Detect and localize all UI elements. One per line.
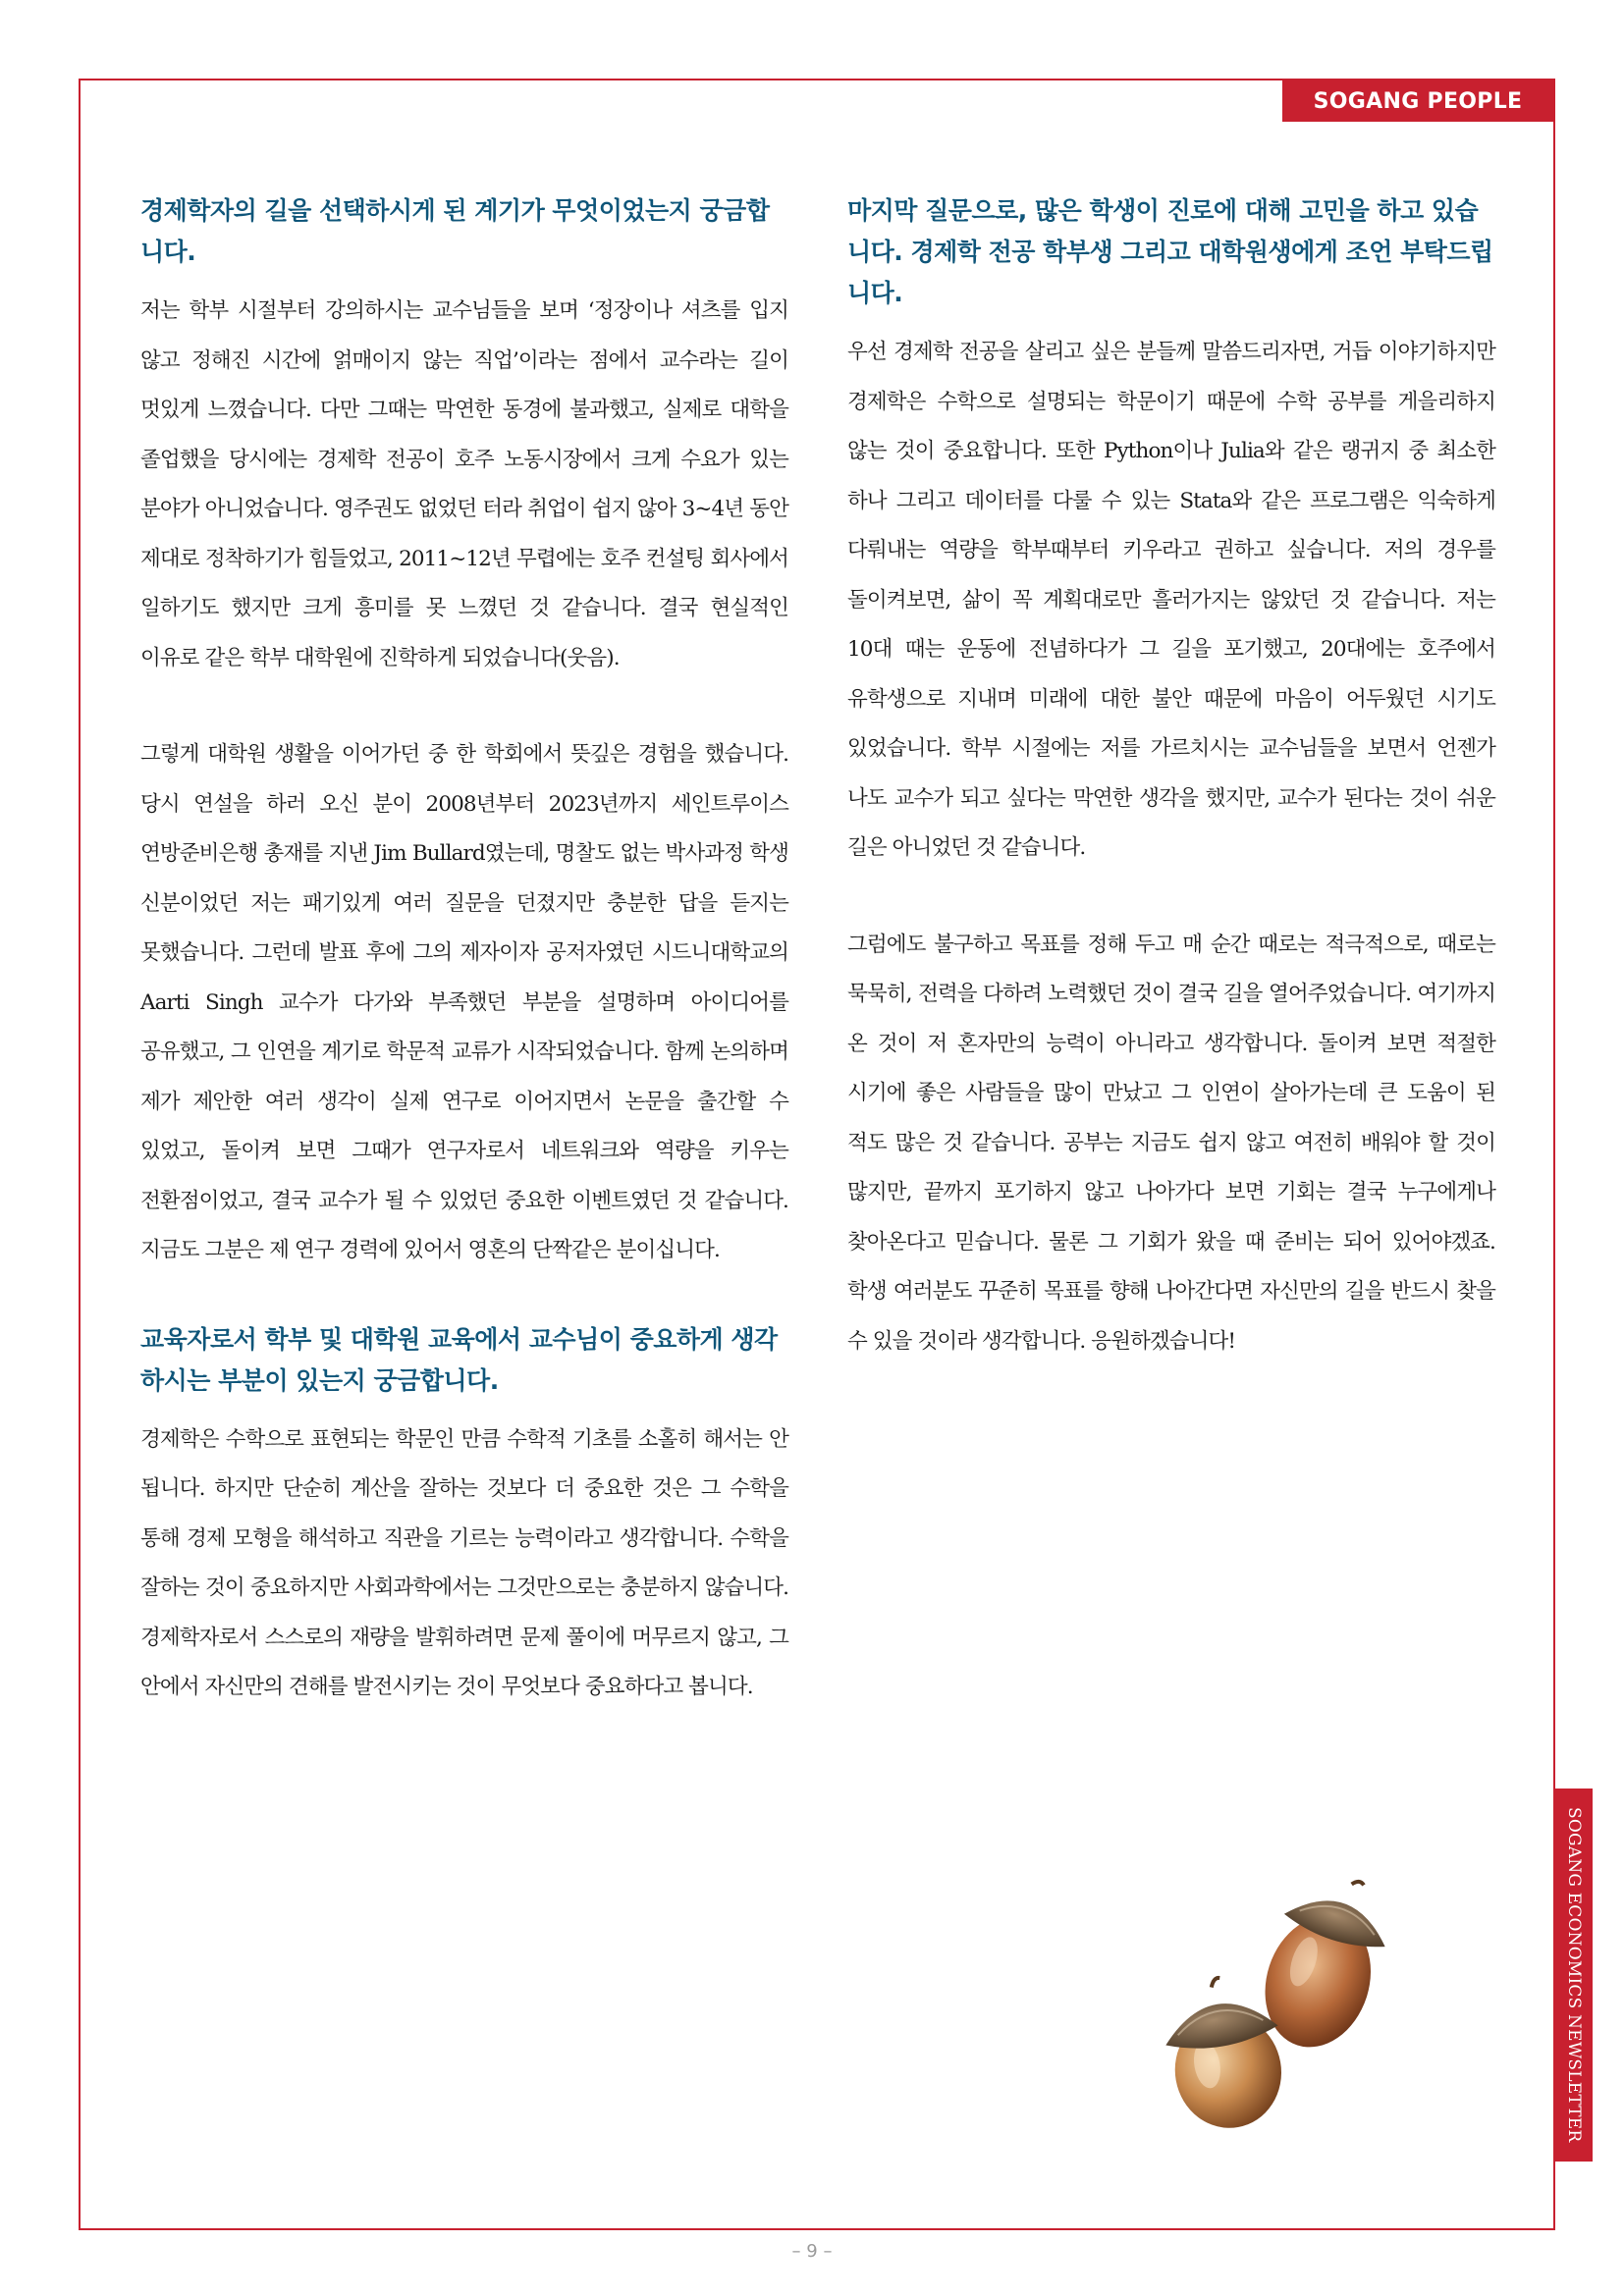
newsletter-side-label-text: SOGANG ECONOMICS NEWSLETTER <box>1564 1807 1584 2143</box>
question-education: 교육자로서 학부 및 대학원 교육에서 교수님이 중요하게 생각하시는 부분이 있는지 궁금합니다. <box>140 1324 778 1395</box>
answer-advice-2: 그럼에도 불구하고 목표를 정해 두고 매 순간 때로는 적극적으로, 때로는 묵묵히, 전력을 다하려 노력했던 것이 결국 길을 열어주었습니다. 여기까지 온 것이 저 혼자만의 능력이 아니라고 생각합니다. 돌이켜 보면 적절한 시기에 좋은 사람들을 많이 만났고 그 인연이 살아가는데 큰 도움이 된 적도 많은 것 같습니다. 공부는 지금도 쉽지 않고 여전히 배워야 할 것이 많지만, 끝까지 포기하지 않고 나아가다 보면 기회는 결국 누구에게나 찾아온다고 믿습니다. 물론 그 기회가 왔을 때 준비는 되어 있어야겠죠. 학생 여러분도 꾸준히 목표를 향해 나아간다면 자신만의 길을 반드시 찾을 수 있을 것이라 생각합니다. 응원하겠습니다! <box>847 932 1495 1354</box>
answer-career-choice-2: 그렇게 대학원 생활을 이어가던 중 한 학회에서 뜻깊은 경험을 했습니다. 당시 연설을 하러 오신 분이 2008년부터 2023년까지 세인트루이스 연방준비은행 총재를 지낸 Jim Bullard였는데, 명찰도 없는 박사과정 학생 신분이었던 저는 패기있게 여러 질문을 던졌지만 충분한 답을 듣지는 못했습니다. 그런데 발표 후에 그의 제자이자 공저자였던 시드니대학교의 Aarti Singh 교수가 다가와 부족했던 부분을 설명하며 아이디어를 공유했고, 그 인연을 계기로 학문적 교류가 시작되었습니다. 함께 논의하며 제가 제안한 여러 생각이 실제 연구로 이어지면서 논문을 출간할 수 있었고, 돌이켜 보면 그때가 연구자로서 네트워크와 역량을 키우는 전환점이었고, 결국 교수가 될 수 있었던 중요한 이벤트였던 것 같습니다. 지금도 그분은 제 연구 경력에 있어서 영혼의 단짝같은 분이십니다. <box>140 742 788 1262</box>
question-career-choice: 경제학자의 길을 선택하시게 된 계기가 무엇이었는지 궁금합니다. <box>140 196 770 266</box>
question-advice: 마지막 질문으로, 많은 학생이 진로에 대해 고민을 하고 있습니다. 경제학 전공 학부생 그리고 대학원생에게 조언 부탁드립니다. <box>847 196 1493 307</box>
left-column <box>140 190 788 1760</box>
newsletter-side-label <box>1555 1789 1593 2162</box>
right-column <box>847 190 1495 1414</box>
section-label <box>1282 80 1553 122</box>
page-number: – 9 – <box>791 2241 833 2262</box>
answer-advice-1: 우선 경제학 전공을 살리고 싶은 분들께 말씀드리자면, 거듭 이야기하지만 경제학은 수학으로 설명되는 학문이기 때문에 수학 공부를 게을리하지 않는 것이 중요합니다. 또한 Python이나 Julia와 같은 랭귀지 중 최소한 하나 그리고 데이터를 다룰 수 있는 Stata와 같은 프로그램은 익숙하게 다뤄내는 역량을 학부때부터 키우라고 권하고 싶습니다. 저의 경우를 돌이켜보면, 삶이 꼭 계획대로만 흘러가지는 않았던 것 같습니다. 저는 10대 때는 운동에 전념하다가 그 길을 포기했고, 20대에는 호주에서 유학생으로 지내며 미래에 대한 불안 때문에 마음이 어두웠던 시기도 있었습니다. 학부 시절에는 저를 가르치시는 교수님들을 보면서 언젠가 나도 교수가 되고 싶다는 막연한 생각을 했지만, 교수가 된다는 것이 쉬운 길은 아니었던 것 같습니다. <box>847 340 1495 860</box>
section-label-text: SOGANG PEOPLE <box>1313 88 1523 114</box>
answer-career-choice-1: 저는 학부 시절부터 강의하시는 교수님들을 보며 ‘정장이나 셔츠를 입지 않고 정해진 시간에 얽매이지 않는 직업’이라는 점에서 교수라는 길이 멋있게 느꼈습니다. 다만 그때는 막연한 동경에 불과했고, 실제로 대학을 졸업했을 당시에는 경제학 전공이 호주 노동시장에서 크게 수요가 있는 분야가 아니었습니다. 영주권도 없었던 터라 취업이 쉽지 않아 3~4년 동안 제대로 정착하기가 힘들었고, 2011~12년 무렵에는 호주 컨설팅 회사에서 일하기도 했지만 크게 흥미를 못 느꼈던 것 같습니다. 결국 현실적인 이유로 같은 학부 대학원에 진학하게 되었습니다(웃음). <box>140 298 788 670</box>
answer-education: 경제학은 수학으로 표현되는 학문인 만큼 수학적 기초를 소홀히 해서는 안 됩니다. 하지만 단순히 계산을 잘하는 것보다 더 중요한 것은 그 수학을 통해 경제 모형을 해석하고 직관을 기르는 능력이라고 생각합니다. 수학을 잘하는 것이 중요하지만 사회과학에서는 그것만으로는 충분하지 않습니다. 경제학자로서 스스로의 재량을 발휘하려면 문제 풀이에 머무르지 않고, 그 안에서 자신만의 견해를 발전시키는 것이 무엇보다 중요하다고 봅니다. <box>140 1426 788 1699</box>
acorn-icon <box>1149 1870 1404 2135</box>
